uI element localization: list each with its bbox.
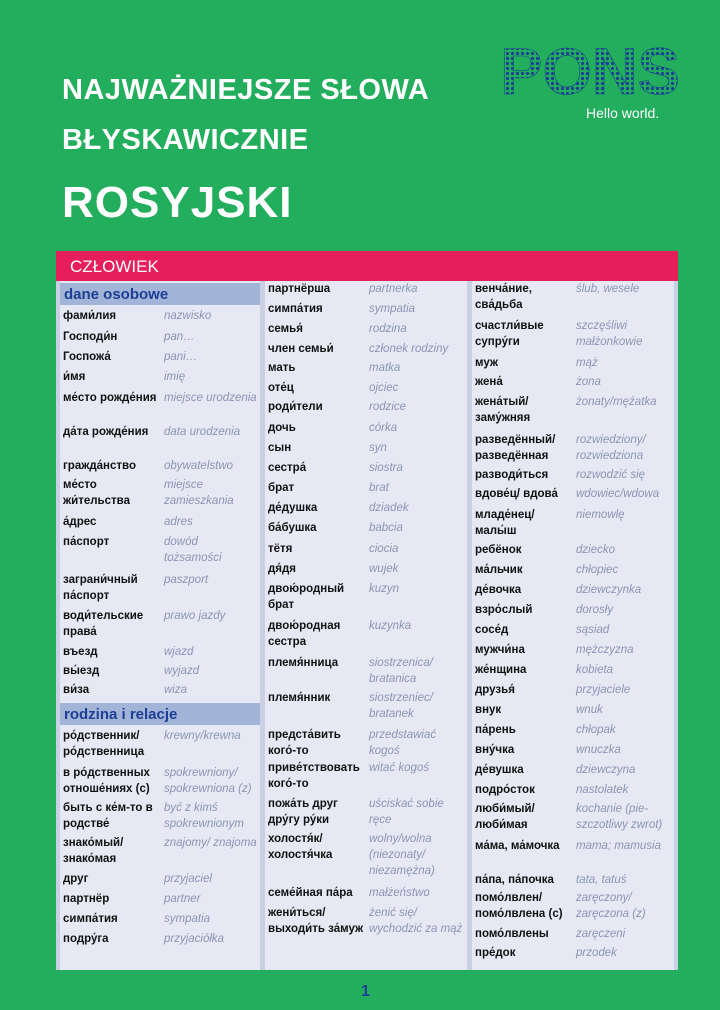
vocab-entry (265, 760, 467, 796)
russian-word: де́вочка (475, 584, 522, 596)
russian-word: а́дрес (63, 516, 97, 528)
vocab-entry (60, 644, 260, 663)
vocab-entry (265, 690, 467, 727)
vocab-entry (472, 355, 674, 374)
polish-translation: małżeństwo (369, 887, 430, 899)
vocab-entry (60, 308, 260, 329)
polish-translation: wolny/wolna (niezonaty/ niezamężna) (369, 833, 435, 877)
russian-word: симпа́тия (63, 913, 118, 925)
polish-translation: imię (164, 371, 186, 383)
vocab-column-1 (60, 281, 260, 970)
vocab-entry (472, 926, 674, 945)
vocab-entry (472, 507, 674, 542)
vocab-entry (60, 514, 260, 534)
russian-word: разведённый/ разведённая (475, 434, 556, 462)
russian-word: помо́лвлены (475, 928, 549, 940)
vocab-entry (472, 702, 674, 722)
vocab-entry (472, 722, 674, 742)
vocab-entry (265, 561, 467, 581)
vocab-entry (60, 891, 260, 911)
vocab-entry (265, 796, 467, 831)
polish-translation: wyjazd (164, 665, 200, 677)
russian-word: тётя (268, 543, 293, 555)
polish-translation: wujek (369, 563, 399, 575)
polish-translation: partner (164, 893, 201, 905)
polish-translation: witać kogoś (369, 762, 430, 774)
russian-word: па́рень (475, 724, 516, 736)
vocab-entry (265, 420, 467, 440)
russian-word: муж (475, 357, 499, 369)
russian-word: ви́за (63, 684, 90, 696)
vocab-entry (265, 581, 467, 618)
russian-word: гражда́нство (63, 460, 136, 472)
russian-word: люби́мый/ люби́мая (475, 803, 535, 831)
polish-translation: rodzina (369, 323, 407, 335)
polish-translation: dziewczynka (576, 584, 642, 596)
russian-word: венча́ние, сва́дьба (475, 283, 532, 311)
vocab-entry (472, 838, 674, 872)
russian-word: помо́лвлен/ помо́лвлена (с) (475, 892, 563, 920)
polish-translation: uściskać sobie ręce (369, 798, 444, 826)
vocab-column-2 (265, 281, 467, 970)
vocab-entry (265, 399, 467, 420)
vocab-entry (60, 682, 260, 701)
polish-translation: partnerka (369, 283, 418, 295)
polish-translation: miejsce urodzenia (164, 392, 257, 404)
page-number: 1 (361, 983, 370, 1000)
polish-translation: być z kimś spokrewnionym (164, 802, 244, 830)
polish-translation: żonaty/mężatka (576, 396, 657, 408)
russian-word: сестра́ (268, 462, 307, 474)
polish-translation: adres (164, 516, 193, 528)
vocab-entry (472, 281, 674, 318)
russian-word: же́нщина (475, 664, 527, 676)
vocab-entry (472, 801, 674, 838)
vocab-entry (472, 562, 674, 582)
russian-word: де́вушка (475, 764, 524, 776)
russian-word: фами́лия (63, 310, 117, 322)
polish-translation: sympatia (164, 913, 211, 925)
vocab-entry (265, 655, 467, 690)
polish-translation: obywatelstwo (164, 460, 234, 472)
vocab-entry (472, 762, 674, 782)
vocab-entry (265, 360, 467, 380)
polish-translation: chłopiec (576, 564, 619, 576)
russian-word: приве́тствовать кого́-то (268, 762, 360, 790)
section-banner: CZŁOWIEK (56, 251, 678, 281)
russian-word: жени́ться/ выходи́ть за́муж (268, 907, 364, 935)
polish-translation: przyjaciółka (164, 933, 225, 945)
russian-word: вы́езд (63, 665, 100, 677)
vocab-entry (60, 458, 260, 477)
russian-word: въезд (63, 646, 98, 658)
russian-word: племя́нница (268, 657, 339, 669)
vocab-entry (265, 618, 467, 655)
russian-word: подру́га (63, 933, 109, 945)
category-header: rodzina i relacje (60, 703, 260, 725)
russian-word: в ро́дственных отноше́ниях (с) (63, 767, 150, 795)
vocab-entry (472, 872, 674, 890)
russian-word: ребёнок (475, 544, 522, 556)
polish-translation: kuzyn (369, 583, 400, 595)
russian-word: брат (268, 482, 295, 494)
vocab-entry (60, 424, 260, 458)
title-line-2: BŁYSKAWICZNIE (62, 124, 309, 156)
polish-translation: paszport (164, 574, 209, 586)
polish-translation: matka (369, 362, 401, 374)
russian-word: предста́вить кого́-то (268, 729, 341, 757)
russian-word: племя́нник (268, 692, 331, 704)
vocab-entry (472, 318, 674, 355)
polish-translation: chłopak (576, 724, 616, 736)
russian-word: партнёрша (268, 283, 331, 295)
polish-translation: prawo jazdy (164, 610, 226, 622)
russian-word: Госпожа́ (63, 351, 111, 363)
vocab-entry (265, 500, 467, 520)
polish-translation: pan… (164, 331, 195, 343)
vocab-entry (265, 321, 467, 341)
russian-word: мужчи́на (475, 644, 525, 656)
russian-word: да́та рожде́ния (63, 426, 149, 438)
vocab-entry (265, 301, 467, 321)
russian-word: семья́ (268, 323, 303, 335)
russian-word: оте́ц (268, 382, 294, 394)
polish-translation: tata, tatuś (576, 874, 627, 886)
polish-translation: data urodzenia (164, 426, 241, 438)
vocab-entry (60, 911, 260, 931)
polish-translation: spokrewniony/ spokrewniona (z) (164, 767, 252, 795)
vocab-entry (472, 682, 674, 702)
vocab-entry (472, 374, 674, 394)
polish-translation: szczęśliwi małżonkowie (576, 320, 643, 348)
russian-word: дочь (268, 422, 296, 434)
polish-translation: dowód tożsamości (164, 536, 222, 564)
polish-translation: kochanie (pie- szczotliwy zwrot) (576, 803, 663, 831)
title-line-1: NAJWAŻNIEJSZE SŁOWA (62, 74, 430, 106)
polish-translation: krewny/krewna (164, 730, 241, 742)
svg-text:PONS: PONS (500, 36, 680, 106)
russian-word: мать (268, 362, 296, 374)
russian-word: партнёр (63, 893, 110, 905)
russian-word: дя́дя (268, 563, 297, 575)
russian-word: вну́чка (475, 744, 515, 756)
polish-translation: wiza (164, 684, 188, 696)
russian-word: младе́нец/ малы́ш (475, 509, 535, 537)
polish-translation: żenić się/ wychodzić za mąż (369, 907, 463, 935)
polish-translation: syn (369, 442, 387, 454)
vocab-entry (265, 831, 467, 885)
vocab-entry (472, 467, 674, 486)
polish-translation: ciocia (369, 543, 399, 555)
vocab-entry (60, 390, 260, 424)
vocab-entry (265, 380, 467, 399)
polish-translation: dziewczyna (576, 764, 636, 776)
vocab-entry (265, 520, 467, 541)
russian-word: друг (63, 873, 89, 885)
vocab-entry (472, 394, 674, 432)
polish-translation: siostrzeniec/ bratanek (369, 692, 433, 720)
polish-translation: wjazd (164, 646, 194, 658)
vocab-entry (472, 486, 674, 507)
russian-word: жена́ (475, 376, 503, 388)
polish-translation: wnuczka (576, 744, 621, 756)
russian-word: пожа́ть друг дру́гу ру́ки (268, 798, 338, 826)
polish-translation: zaręczony/ zaręczona (z) (576, 892, 646, 920)
russian-word: знако́мый/ знако́мая (63, 837, 124, 865)
polish-translation: mężczyzna (576, 644, 634, 656)
polish-translation: siostrzenica/ bratanica (369, 657, 433, 685)
vocab-entry (265, 541, 467, 561)
russian-word: вдове́ц/ вдова́ (475, 488, 558, 500)
vocab-entry (60, 329, 260, 349)
polish-translation: żona (576, 376, 601, 388)
vocab-entry (60, 931, 260, 951)
russian-word: заграни́чный па́спорт (63, 574, 138, 602)
polish-translation: ślub, wesele (576, 283, 640, 295)
vocab-entry (265, 281, 467, 301)
polish-translation: córka (369, 422, 398, 434)
russian-word: води́тельские права́ (63, 610, 144, 638)
russian-word: ме́сто рожде́ния (63, 392, 157, 404)
vocab-entry (60, 871, 260, 891)
russian-word: ба́бушка (268, 522, 317, 534)
vocab-entry (265, 885, 467, 905)
polish-translation: kobieta (576, 664, 614, 676)
vocab-entry (472, 542, 674, 562)
russian-word: внук (475, 704, 502, 716)
vocab-entry (472, 622, 674, 642)
vocab-entry (265, 440, 467, 460)
vocab-entry (265, 905, 467, 953)
polish-translation: wnuk (576, 704, 603, 716)
polish-translation: sympatia (369, 303, 416, 315)
vocab-entry (472, 742, 674, 762)
vocab-entry (60, 534, 260, 572)
vocab-entry (60, 349, 260, 369)
polish-translation: przyjaciel (164, 873, 212, 885)
russian-word: па́спорт (63, 536, 110, 548)
category-header: dane osobowe (60, 283, 260, 305)
russian-word: симпа́тия (268, 303, 323, 315)
polish-translation: niemowlę (576, 509, 625, 521)
polish-translation: miejsce zamieszkania (164, 479, 234, 507)
vocab-entry (472, 945, 674, 964)
vocab-entry (265, 480, 467, 500)
vocab-entry (265, 727, 467, 760)
tagline: Hello world. (586, 105, 660, 121)
polish-translation: nazwisko (164, 310, 212, 322)
polish-translation: kuzynka (369, 620, 412, 632)
russian-word: ро́дственник/ ро́дственница (63, 730, 145, 758)
vocab-entry (472, 642, 674, 662)
russian-word: взро́слый (475, 604, 533, 616)
polish-translation: sąsiad (576, 624, 610, 636)
vocab-entry (472, 662, 674, 682)
russian-word: двою́родная сестра (268, 620, 341, 648)
vocab-entry (60, 835, 260, 871)
polish-translation: przedstawiać kogoś (369, 729, 437, 757)
polish-translation: dziecko (576, 544, 615, 556)
vocab-entry (60, 477, 260, 514)
vocab-entry (60, 572, 260, 608)
russian-word: сосе́д (475, 624, 509, 636)
polish-translation: pani… (164, 351, 198, 363)
polish-translation: dziadek (369, 502, 409, 514)
vocab-entry (60, 608, 260, 644)
russian-word: ме́сто жи́тельства (63, 479, 130, 507)
vocab-entry (60, 369, 260, 390)
russian-word: па́па, па́почка (475, 874, 554, 886)
vocab-column-3 (472, 281, 674, 970)
vocab-entry (472, 602, 674, 622)
vocab-entry (60, 800, 260, 835)
russian-word: холостя́к/ холостя́чка (268, 833, 333, 861)
polish-translation: rodzice (369, 401, 407, 413)
russian-word: Господи́н (63, 331, 118, 343)
russian-word: счастли́вые супру́ги (475, 320, 544, 348)
russian-word: подро́сток (475, 784, 535, 796)
polish-translation: rozwiedziony/ rozwiedziona (576, 434, 646, 462)
polish-translation: ojciec (369, 382, 399, 394)
russian-word: член семьи́ (268, 343, 334, 355)
russian-word: роди́тели (268, 401, 323, 413)
polish-translation: zaręczeni (576, 928, 626, 940)
polish-translation: mąż (576, 357, 598, 369)
vocab-entry (265, 341, 467, 360)
russian-word: и́мя (63, 371, 86, 383)
russian-word: пре́док (475, 947, 516, 959)
russian-word: друзья́ (475, 684, 515, 696)
polish-translation: siostra (369, 462, 403, 474)
russian-word: жена́тый/ заму́жняя (475, 396, 531, 424)
russian-word: де́душка (268, 502, 318, 514)
russian-word: быть с ке́м-то в родстве́ (63, 802, 153, 830)
vocab-entry (472, 782, 674, 801)
vocab-entry (472, 582, 674, 602)
polish-translation: przyjaciele (576, 684, 631, 696)
vocab-entry (265, 460, 467, 480)
russian-word: ма́льчик (475, 564, 523, 576)
russian-word: двою́родный брат (268, 583, 345, 611)
vocab-entry (60, 728, 260, 765)
polish-translation: członek rodziny (369, 343, 449, 355)
vocab-entry (472, 432, 674, 467)
polish-translation: mama; mamusia (576, 840, 661, 852)
polish-translation: znajomy/ znajoma (164, 837, 257, 849)
vocabulary-panel (56, 251, 678, 970)
language-title: ROSYJSKI (62, 178, 293, 227)
russian-word: ма́ма, ма́мочка (475, 840, 560, 852)
polish-translation: nastolatek (576, 784, 629, 796)
russian-word: семе́йная па́ра (268, 887, 353, 899)
russian-word: разводи́ться (475, 469, 549, 481)
polish-translation: przodek (576, 947, 617, 959)
polish-translation: wdowiec/wdowa (576, 488, 660, 500)
vocab-entry (60, 663, 260, 682)
vocab-entry (60, 765, 260, 800)
russian-word: сын (268, 442, 292, 454)
polish-translation: rozwodzić się (576, 469, 646, 481)
polish-translation: brat (369, 482, 389, 494)
vocab-entry (472, 890, 674, 926)
polish-translation: dorosły (576, 604, 614, 616)
polish-translation: babcia (369, 522, 403, 534)
